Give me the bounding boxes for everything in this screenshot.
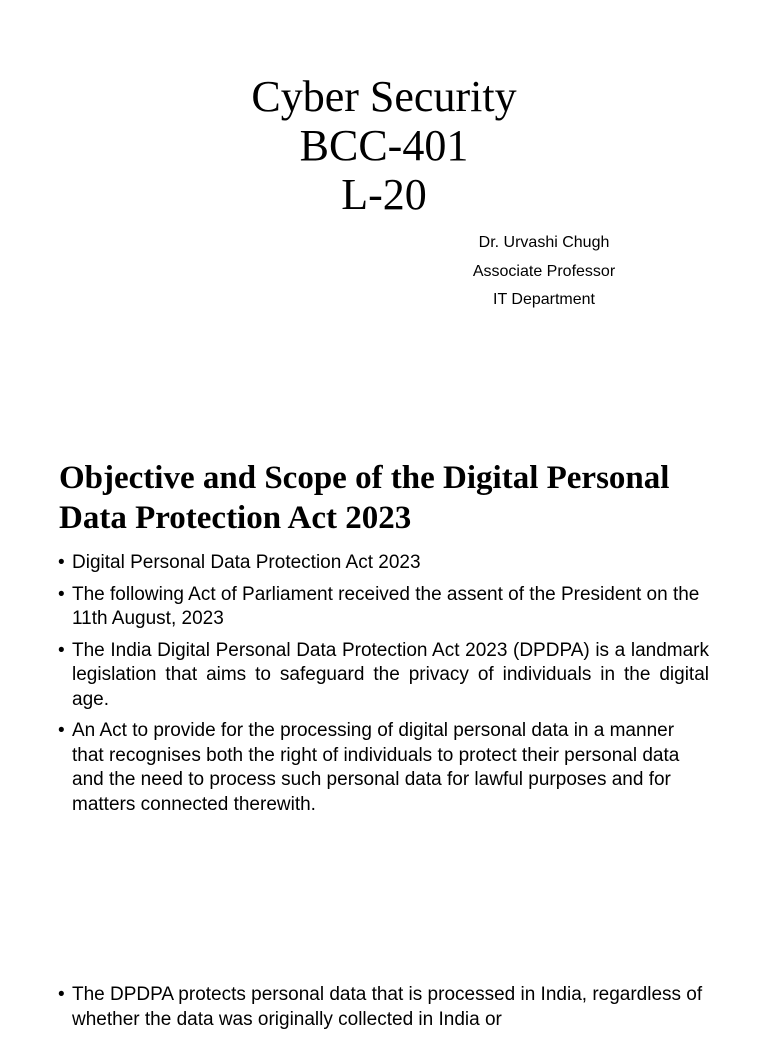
bullet-icon: • <box>58 984 65 1005</box>
title-line-lecture: L-20 <box>341 170 427 219</box>
bullet-list <box>58 551 709 824</box>
title-slide <box>0 0 768 430</box>
bullet-icon: • <box>58 639 65 661</box>
slide-heading: Objective and Scope of the Digital Personal Data Protection Act 2023 <box>59 460 670 536</box>
bullet-icon: • <box>58 720 65 741</box>
bullet-item <box>58 719 709 817</box>
bullet-list-continued <box>58 983 709 1039</box>
author-info <box>414 229 674 315</box>
title-line-course: Cyber Security <box>251 72 517 121</box>
slide-title <box>0 72 768 219</box>
bullet-item <box>58 551 709 576</box>
bullet-text: Digital Personal Data Protection Act 2023 <box>72 552 421 573</box>
bullet-text: The DPDPA protects personal data that is processed in India, regardless of whether the data was originally collected in India or <box>72 984 703 1030</box>
bullet-item <box>58 983 709 1032</box>
content-slide <box>0 430 768 1030</box>
bullet-text: An Act to provide for the processing of digital personal data in a manner that recognises both the right of individuals to protect their personal data and the need to process such personal data for lawful purposes and for matters connected therewith. <box>72 720 680 815</box>
bullet-text: The India Digital Personal Data Protection Act 2023 (DPDPA) is a landmark legislation that aims to safeguard the privacy of individuals in the digital age. <box>72 639 709 710</box>
author-name: Dr. Urvashi Chugh <box>478 234 610 251</box>
bullet-item <box>58 583 709 632</box>
title-line-code: BCC-401 <box>299 121 469 170</box>
author-department: IT Department <box>493 291 595 308</box>
author-designation: Associate Professor <box>472 262 616 280</box>
bullet-icon: • <box>58 583 65 605</box>
bullet-item <box>58 639 709 713</box>
bullet-icon: • <box>58 552 65 573</box>
bullet-text: The following Act of Parliament received the assent of the President on the 11th August, 2023 <box>72 583 700 629</box>
